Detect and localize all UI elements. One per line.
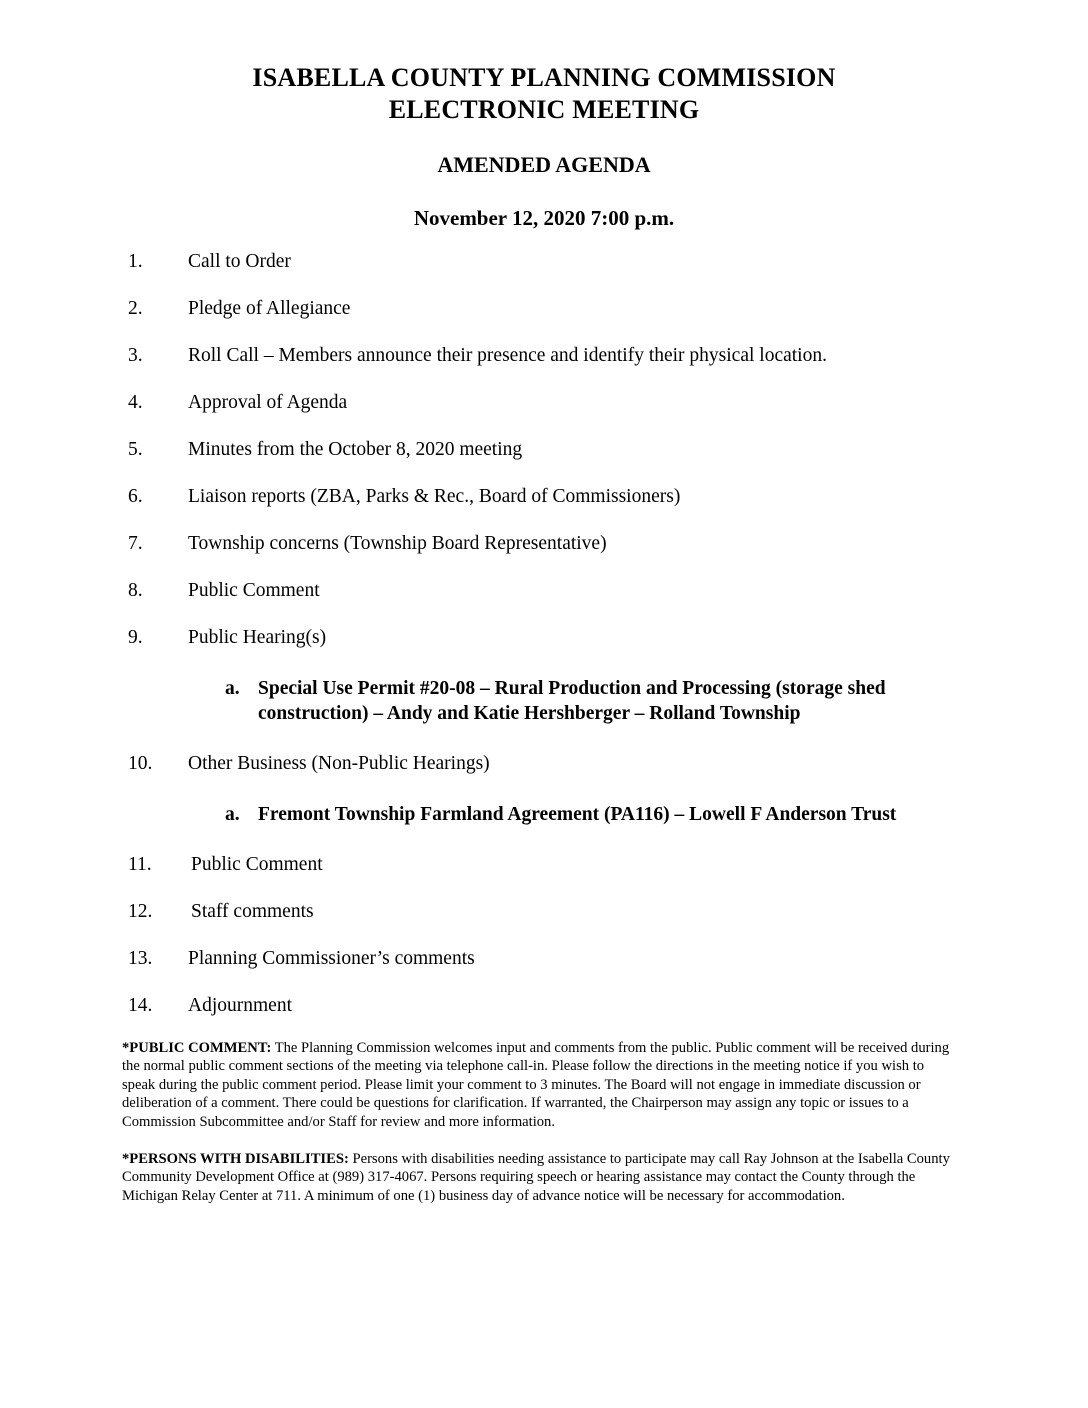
agenda-item-label: Roll Call – Members announce their presence and identify their physical location.: [188, 345, 827, 366]
note-persons-with-disabilities: [122, 1150, 960, 1206]
agenda-item-number: 11.: [128, 854, 152, 875]
agenda-item-number: 3.: [128, 345, 143, 366]
agenda-item-number: 2.: [128, 298, 143, 319]
agenda-item-label: Planning Commissioner’s comments: [188, 948, 475, 969]
note-persons-with-disabilities-body: Persons with disabilities needing assistance to participate may call Ray Johnson at the Isabella County Community Development Office at (989) 317-4067. Persons requiring speech or hearing assistance may contact the County through the Michigan Relay Center at 711. A minimum of one (1) business day of advance notice will be necessary for accommodation.: [122, 1150, 950, 1204]
agenda-item-label: Minutes from the October 8, 2020 meeting: [188, 439, 523, 460]
agenda-item-label: Public Comment: [188, 580, 320, 601]
agenda-item-label: Liaison reports (ZBA, Parks & Rec., Board of Commissioners): [188, 486, 681, 507]
agenda-item-number: 1.: [128, 251, 143, 272]
agenda-item-number: 13.: [128, 948, 153, 969]
agenda-subitem-other-business-a: [0, 802, 1088, 827]
agenda-item-number: 9.: [128, 627, 143, 648]
document-header: [0, 62, 1088, 231]
agenda-item-10: [0, 752, 1088, 776]
agenda-item-label: Public Comment: [191, 854, 323, 875]
agenda-item-label: Adjournment: [188, 995, 292, 1016]
agenda-item-number: 4.: [128, 392, 143, 413]
agenda-item-label: Public Hearing(s): [188, 627, 327, 648]
agenda-item-12: [0, 900, 1088, 924]
agenda-item-number: 7.: [128, 533, 143, 554]
footnotes: [122, 1024, 960, 1223]
agenda-item-8: [0, 579, 1088, 603]
agenda-item-label: Township concerns (Township Board Representative): [188, 533, 607, 554]
agenda-subitem-public-hearing-a: [0, 676, 1088, 726]
agenda-item-13: [0, 947, 1088, 971]
note-persons-with-disabilities-label: *PERSONS WITH DISABILITIES:: [122, 1150, 349, 1167]
agenda-item-label: Other Business (Non-Public Hearings): [188, 753, 490, 774]
organization-title-line-1: ISABELLA COUNTY PLANNING COMMISSION: [252, 63, 836, 92]
agenda-item-number: 6.: [128, 486, 143, 507]
agenda-subitem-label: Fremont Township Farmland Agreement (PA116) – Lowell F Anderson Trust: [258, 804, 897, 825]
agenda-item-4: [0, 391, 1088, 415]
agenda-item-number: 10.: [128, 753, 153, 774]
agenda-item-label: Staff comments: [191, 901, 314, 922]
agenda-item-11: [0, 853, 1088, 877]
agenda-item-label: Call to Order: [188, 251, 291, 272]
agenda-item-number: 5.: [128, 439, 143, 460]
agenda-item-number: 14.: [128, 995, 153, 1016]
agenda-subitem-label: Special Use Permit #20-08 – Rural Production and Processing (storage shed construction) – Andy and Katie Hershberger – Rolland Township: [258, 678, 886, 724]
agenda-subitem-letter: a.: [225, 678, 240, 699]
agenda-item-1: [0, 250, 1088, 274]
agenda-item-label: Approval of Agenda: [188, 392, 348, 413]
agenda-item-3: [0, 344, 1088, 368]
agenda-item-9: [0, 626, 1088, 650]
document-subtitle: AMENDED AGENDA: [437, 152, 651, 177]
agenda-item-14: [0, 994, 1088, 1018]
agenda-item-6: [0, 485, 1088, 509]
note-public-comment-body: The Planning Commission welcomes input and comments from the public. Public comment will be received during the normal public comment sections of the meeting via telephone call-in. Please follow the directions in the meeting notice if you wish to speak during the public comment period. Please limit your comment to 3 minutes. The Board will not engage in immediate discussion or deliberation of a comment. There could be questions for clarification. If warranted, the Chairperson may assign any topic or issues to a Commission Subcommittee and/or Staff for review and more information.: [122, 1039, 950, 1130]
note-public-comment-label: *PUBLIC COMMENT:: [122, 1039, 272, 1056]
agenda-item-label: Pledge of Allegiance: [188, 298, 351, 319]
note-public-comment: [122, 1039, 960, 1132]
agenda-list: [0, 250, 1088, 1041]
agenda-subitem-letter: a.: [225, 804, 240, 825]
meeting-datetime: November 12, 2020 7:00 p.m.: [413, 206, 675, 230]
agenda-item-number: 8.: [128, 580, 143, 601]
agenda-item-5: [0, 438, 1088, 462]
organization-title-line-2: ELECTRONIC MEETING: [388, 95, 700, 124]
agenda-item-7: [0, 532, 1088, 556]
agenda-item-number: 12.: [128, 901, 153, 922]
agenda-item-2: [0, 297, 1088, 321]
